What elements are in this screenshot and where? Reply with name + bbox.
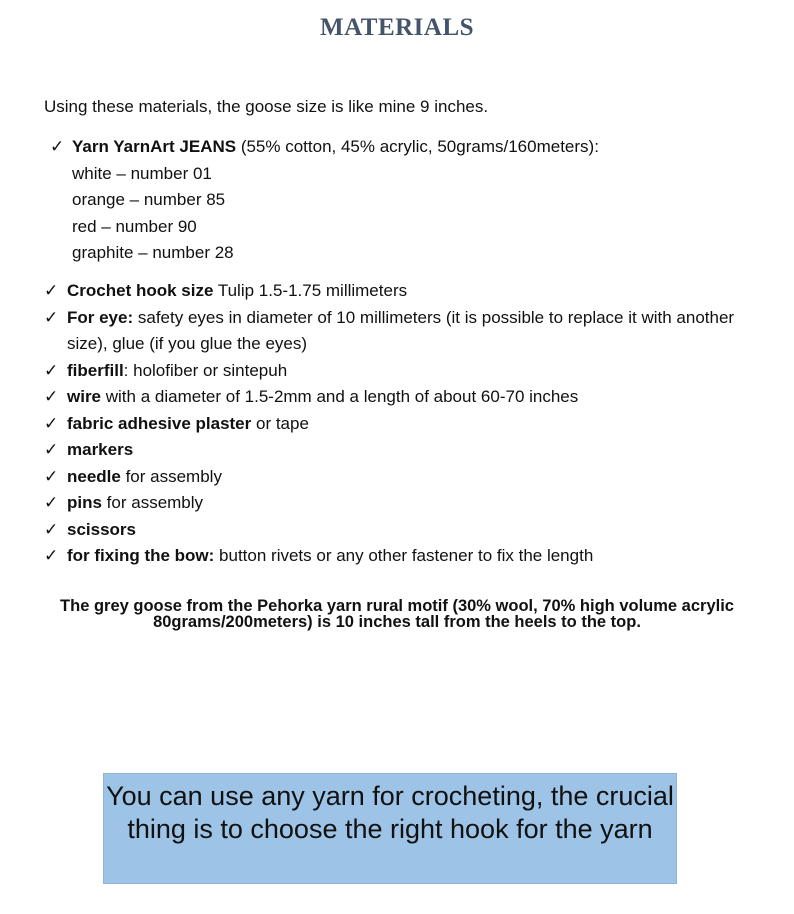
material-name: markers — [67, 440, 134, 459]
yarn-line — [50, 134, 599, 161]
material-item — [44, 411, 764, 438]
material-name: Crochet hook size — [67, 281, 214, 300]
material-name: pins — [67, 493, 102, 512]
material-item — [44, 305, 764, 358]
page-title: MATERIALS — [319, 14, 475, 41]
check-icon: ✓ — [44, 440, 59, 459]
material-detail: safety eyes in diameter of 10 millimeters (it is possible to replace it with another size), glue (if you glue the eyes) — [67, 307, 735, 353]
check-icon: ✓ — [44, 546, 59, 565]
materials-list — [44, 278, 764, 570]
material-name: for fixing the bow: — [67, 546, 215, 565]
material-name: needle — [67, 466, 121, 486]
material-item — [44, 358, 764, 385]
material-detail: for assembly — [101, 493, 204, 512]
material-detail: button rivets or any other fastener to fix the length — [214, 546, 594, 565]
material-name: wire — [67, 387, 102, 406]
check-icon: ✓ — [44, 360, 59, 380]
check-icon: ✓ — [50, 137, 65, 156]
intro-text: Using these materials, the goose size is like mine 9 inches. — [44, 97, 489, 116]
tip-callout: You can use any yarn for crocheting, the crucial thing is to choose the right hook for the yarn — [103, 773, 677, 884]
check-icon: ✓ — [44, 466, 59, 486]
check-icon: ✓ — [44, 281, 59, 300]
goose-size-note: The grey goose from the Pehorka yarn rural motif (30% wool, 70% high volume acrylic 80grams/200meters) is 10 inches tall from the heels to the top. — [60, 597, 734, 631]
yarn-color-item: white – number 01 — [72, 163, 212, 183]
material-detail: for assembly — [120, 466, 222, 486]
material-detail: with a diameter of 1.5-2mm and a length of about 60-70 inches — [101, 387, 579, 406]
yarn-details: (55% cotton, 45% acrylic, 50grams/160meters): — [236, 137, 599, 156]
check-icon: ✓ — [44, 387, 59, 406]
material-item — [44, 517, 764, 544]
yarn-color-item: graphite – number 28 — [72, 243, 234, 262]
check-icon: ✓ — [44, 493, 59, 512]
yarn-label: Yarn YarnArt JEANS — [72, 137, 237, 156]
material-item — [44, 490, 764, 517]
yarn-item — [50, 134, 599, 267]
material-detail: : holofiber or sintepuh — [123, 360, 288, 380]
material-detail: or tape — [251, 413, 309, 433]
material-name: fabric adhesive plaster — [67, 413, 252, 433]
yarn-color-item: orange – number 85 — [72, 190, 226, 209]
material-item — [44, 543, 764, 570]
check-icon: ✓ — [44, 519, 59, 539]
material-name: For eye: — [67, 307, 134, 327]
material-item — [44, 437, 764, 464]
material-item — [44, 464, 764, 491]
material-name: fiberfill — [67, 360, 124, 380]
yarn-color-list — [72, 161, 599, 267]
material-item — [44, 384, 764, 411]
check-icon: ✓ — [44, 413, 59, 433]
material-name: scissors — [67, 519, 136, 539]
material-item — [44, 278, 764, 305]
material-detail: Tulip 1.5-1.75 millimeters — [213, 281, 408, 300]
check-icon: ✓ — [44, 307, 59, 327]
yarn-color-item: red – number 90 — [72, 216, 197, 236]
